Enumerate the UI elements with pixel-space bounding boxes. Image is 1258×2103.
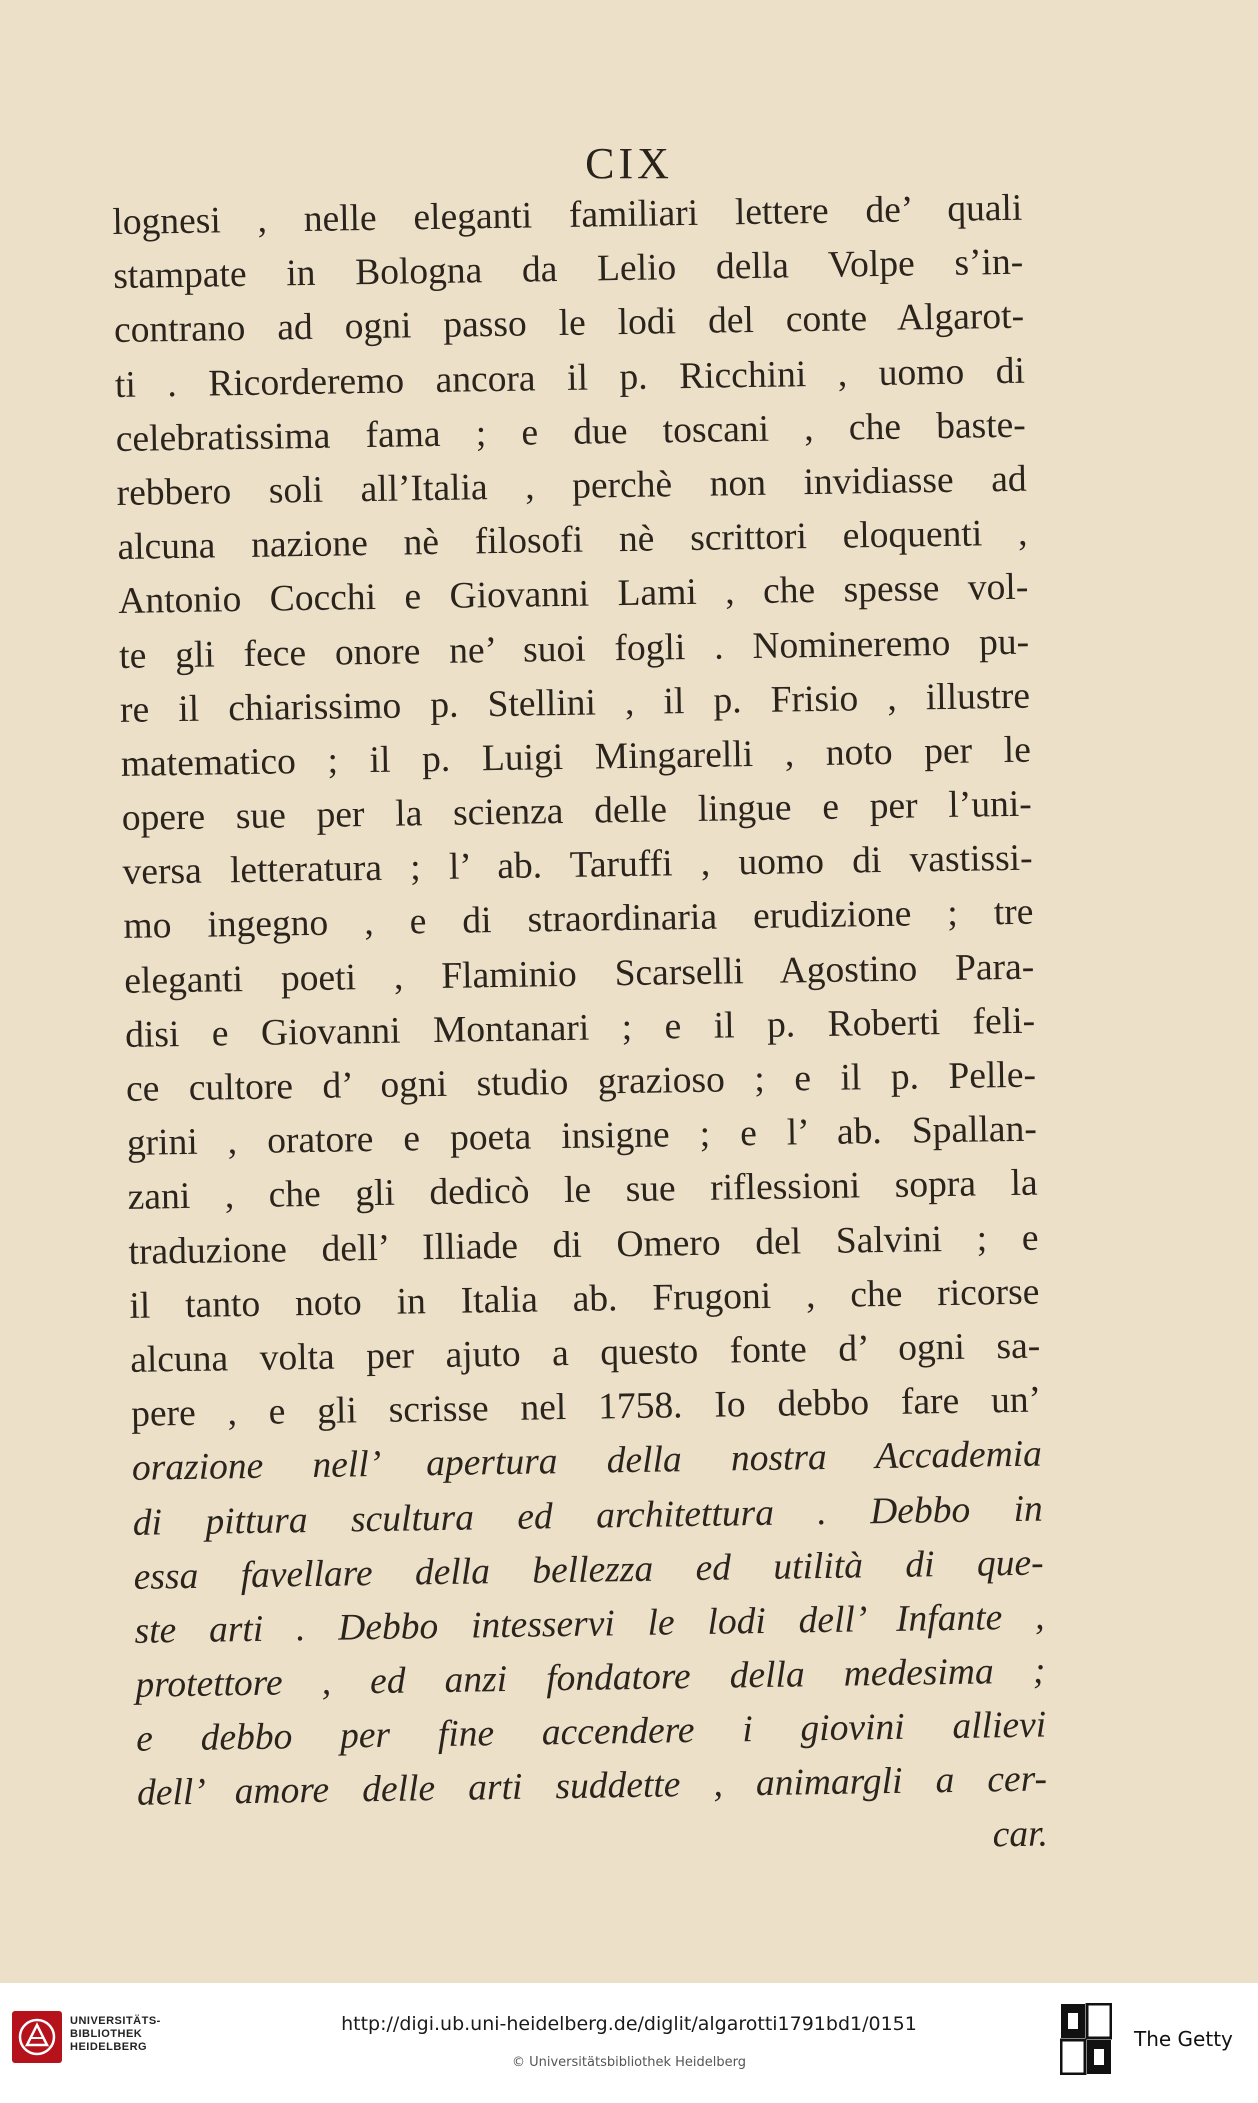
- institution-line: HEIDELBERG: [70, 2041, 148, 2053]
- italic-text-line: dell’ amore delle arti suddette , animargli a cer-: [136, 1758, 1048, 1815]
- text-line: il tanto noto in Italia ab. Frugoni , che ricorse: [129, 1271, 1040, 1327]
- body-text: [112, 182, 1048, 1876]
- text-line: opere sue per la scienza delle lingue e per l’uni-: [121, 783, 1032, 839]
- getty-logo-icon: [1060, 2003, 1112, 2075]
- italic-text-line: orazione nell’ apertura della nostra Accademia: [131, 1433, 1043, 1490]
- copyright-notice: © Universitätsbibliothek Heidelberg: [511, 2055, 746, 2070]
- text-line: te gli fece onore ne’ suoi fogli . Nomineremo pu-: [118, 621, 1030, 677]
- text-line: contrano ad ogni passo le lodi del conte Algarot-: [113, 296, 1025, 352]
- italic-text-line: ste arti . Debbo intesservi le lodi dell’ Infante ,: [134, 1596, 1045, 1652]
- text-line: versa letteratura ; l’ ab. Taruffi , uomo di vastissi-: [122, 837, 1033, 894]
- text-line: pere , e gli scrisse nel 1758. Io debbo fare un’: [130, 1379, 1042, 1435]
- institution-line: BIBLIOTHEK: [70, 2028, 143, 2040]
- text-line: Antonio Cocchi e Giovanni Lami , che spesse vol-: [118, 566, 1029, 623]
- institution-line: UNIVERSITÄTS-: [70, 2015, 161, 2027]
- text-line: celebratissima fama ; e due toscani , che baste-: [115, 404, 1027, 460]
- italic-text-line: di pittura scultura ed architettura . Debbo in: [132, 1488, 1044, 1544]
- italic-text-line: protettore , ed anzi fondatore della medesima ;: [135, 1650, 1046, 1706]
- text-line: ce cultore d’ ogni studio grazioso ; e il p. Pelle-: [125, 1054, 1037, 1110]
- catchword: car.: [992, 1813, 1049, 1855]
- text-line: stampate in Bologna da Lelio della Volpe s’in-: [112, 241, 1024, 298]
- permalink-url[interactable]: http://digi.ub.uni-heidelberg.de/diglit/algarotti1791bd1/0151: [341, 2013, 917, 2035]
- italic-text-line: e debbo per fine accendere i giovini allievi: [135, 1704, 1047, 1761]
- text-line: grini , oratore e poeta insigne ; e l’ ab. Spallan-: [126, 1108, 1038, 1165]
- text-line: ti . Ricorderemo ancora il p. Ricchini , uomo di: [114, 350, 1026, 406]
- text-line: rebbero soli all’Italia , perchè non invidiasse ad: [116, 458, 1027, 514]
- text-line: alcuna volta per ajuto a questo fonte d’ ogni sa-: [129, 1325, 1041, 1381]
- text-line: disi e Giovanni Montanari ; e il p. Roberti feli-: [124, 1000, 1036, 1056]
- text-line: lognesi , nelle eleganti familiari lettere de’ quali: [112, 187, 1023, 243]
- text-line: traduzione dell’ Illiade di Omero del Salvini ; e: [128, 1217, 1039, 1273]
- text-line: alcuna nazione nè filosofi nè scrittori eloquenti ,: [117, 512, 1028, 569]
- text-line: matematico ; il p. Luigi Mingarelli , noto per le: [120, 729, 1032, 785]
- text-line: zani , che gli dedicò le sue riflessioni sopra la: [127, 1162, 1038, 1219]
- text-line: re il chiarissimo p. Stellini , il p. Frisio , illustre: [119, 675, 1031, 731]
- page-number: CIX: [585, 139, 673, 188]
- italic-text-line: essa favellare della bellezza ed utilità di que-: [133, 1542, 1044, 1598]
- partner-name: The Getty: [1134, 2027, 1233, 2051]
- text-line: eleganti poeti , Flaminio Scarselli Agostino Para-: [124, 946, 1035, 1002]
- viewer-footer: [0, 1983, 1258, 2103]
- text-line: mo ingegno , e di straordinaria erudizione ; tre: [123, 892, 1034, 948]
